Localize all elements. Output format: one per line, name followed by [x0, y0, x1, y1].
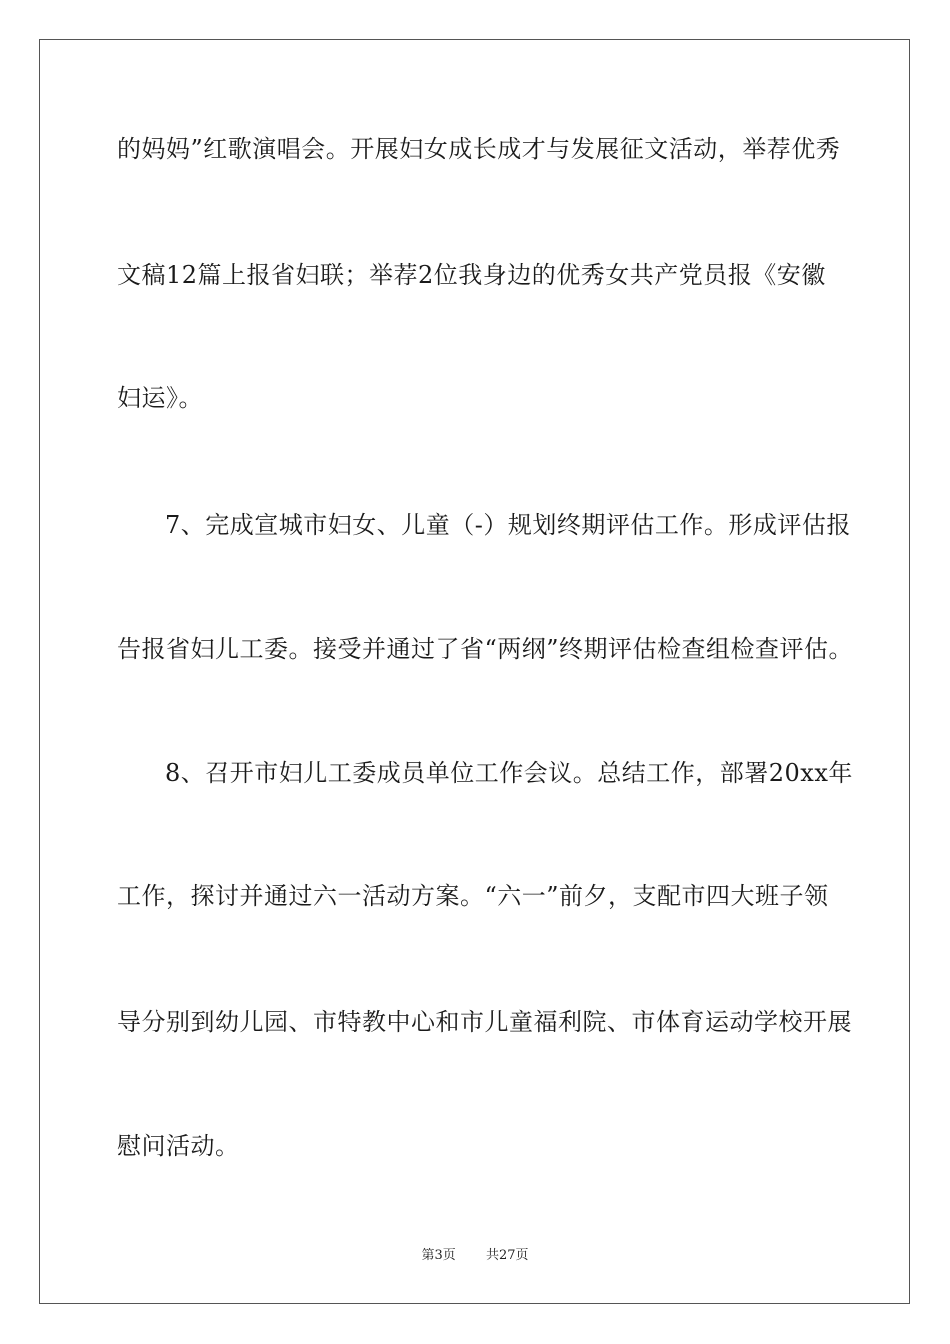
body-text-line: 妇运》。: [117, 384, 203, 412]
body-text-line: 工作，探讨并通过六一活动方案。“六一”前夕，支配市四大班子领: [117, 882, 829, 910]
body-text-line: 的妈妈”红歌演唱会。开展妇女成长成才与发展征文活动，举荐优秀: [117, 135, 841, 163]
page-total: 共27页: [486, 1248, 529, 1263]
body-text-line: 告报省妇儿工委。接受并通过了省“两纲”终期评估检查组检查评估。: [117, 635, 854, 663]
body-text-line: 慰问活动。: [117, 1132, 240, 1160]
page-number: 第3页: [421, 1248, 456, 1263]
body-text-line: 导分别到幼儿园、市特教中心和市儿童福利院、市体育运动学校开展: [117, 1008, 852, 1036]
paragraph-8-start: 8、召开市妇儿工委成员单位工作会议。总结工作，部署20xx年: [165, 759, 853, 787]
paragraph-7-start: 7、完成宣城市妇女、儿童（-）规划终期评估工作。形成评估报: [165, 511, 851, 539]
page-footer: [0, 1248, 950, 1264]
body-text-line: 文稿12篇上报省妇联；举荐2位我身边的优秀女共产党员报《安徽: [117, 261, 826, 289]
page-border: [39, 39, 910, 1304]
